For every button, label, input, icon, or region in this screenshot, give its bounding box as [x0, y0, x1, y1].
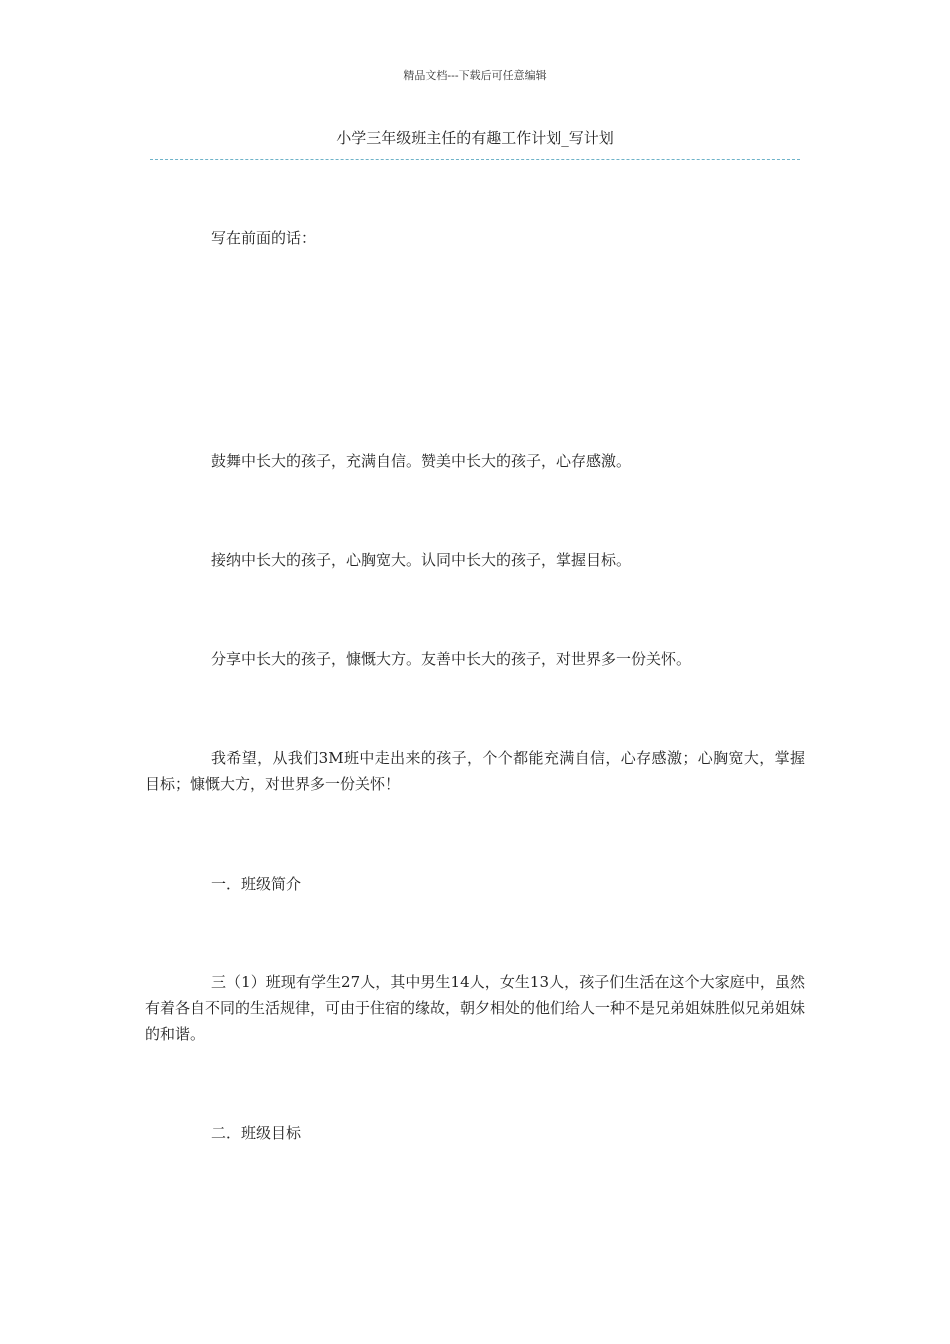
- document-title: 小学三年级班主任的有趣工作计划_写计划: [336, 129, 614, 147]
- title-divider: [150, 159, 800, 160]
- paragraph-preface-heading: 写在前面的话：: [211, 229, 317, 247]
- paragraph-hope: 我希望，从我们3M班中走出来的孩子，个个都能充满自信，心存感激；心胸宽大，掌握目标；慷慨大方，对世界多一份关怀！: [145, 749, 805, 793]
- paragraph-class-intro: 三（1）班现有学生27人，其中男生14人，女生13人，孩子们生活在这个大家庭中，虽然有着各自不同的生活规律，可由于住宿的缘故，朝夕相处的他们给人一种不是兄弟姐妹胜似兄弟姐妹的和谐。: [145, 973, 806, 1043]
- section-heading-class-goals: 二．班级目标: [211, 1124, 302, 1142]
- paragraph-encouragement: 鼓舞中长大的孩子，充满自信。赞美中长大的孩子，心存感激。: [211, 452, 632, 470]
- paragraph-acceptance: 接纳中长大的孩子，心胸宽大。认同中长大的孩子，掌握目标。: [211, 551, 632, 569]
- header-note: 精品文档---下载后可任意编辑: [403, 69, 547, 82]
- section-heading-class-intro: 一．班级简介: [211, 875, 302, 893]
- paragraph-sharing: 分享中长大的孩子，慷慨大方。友善中长大的孩子，对世界多一份关怀。: [211, 650, 692, 668]
